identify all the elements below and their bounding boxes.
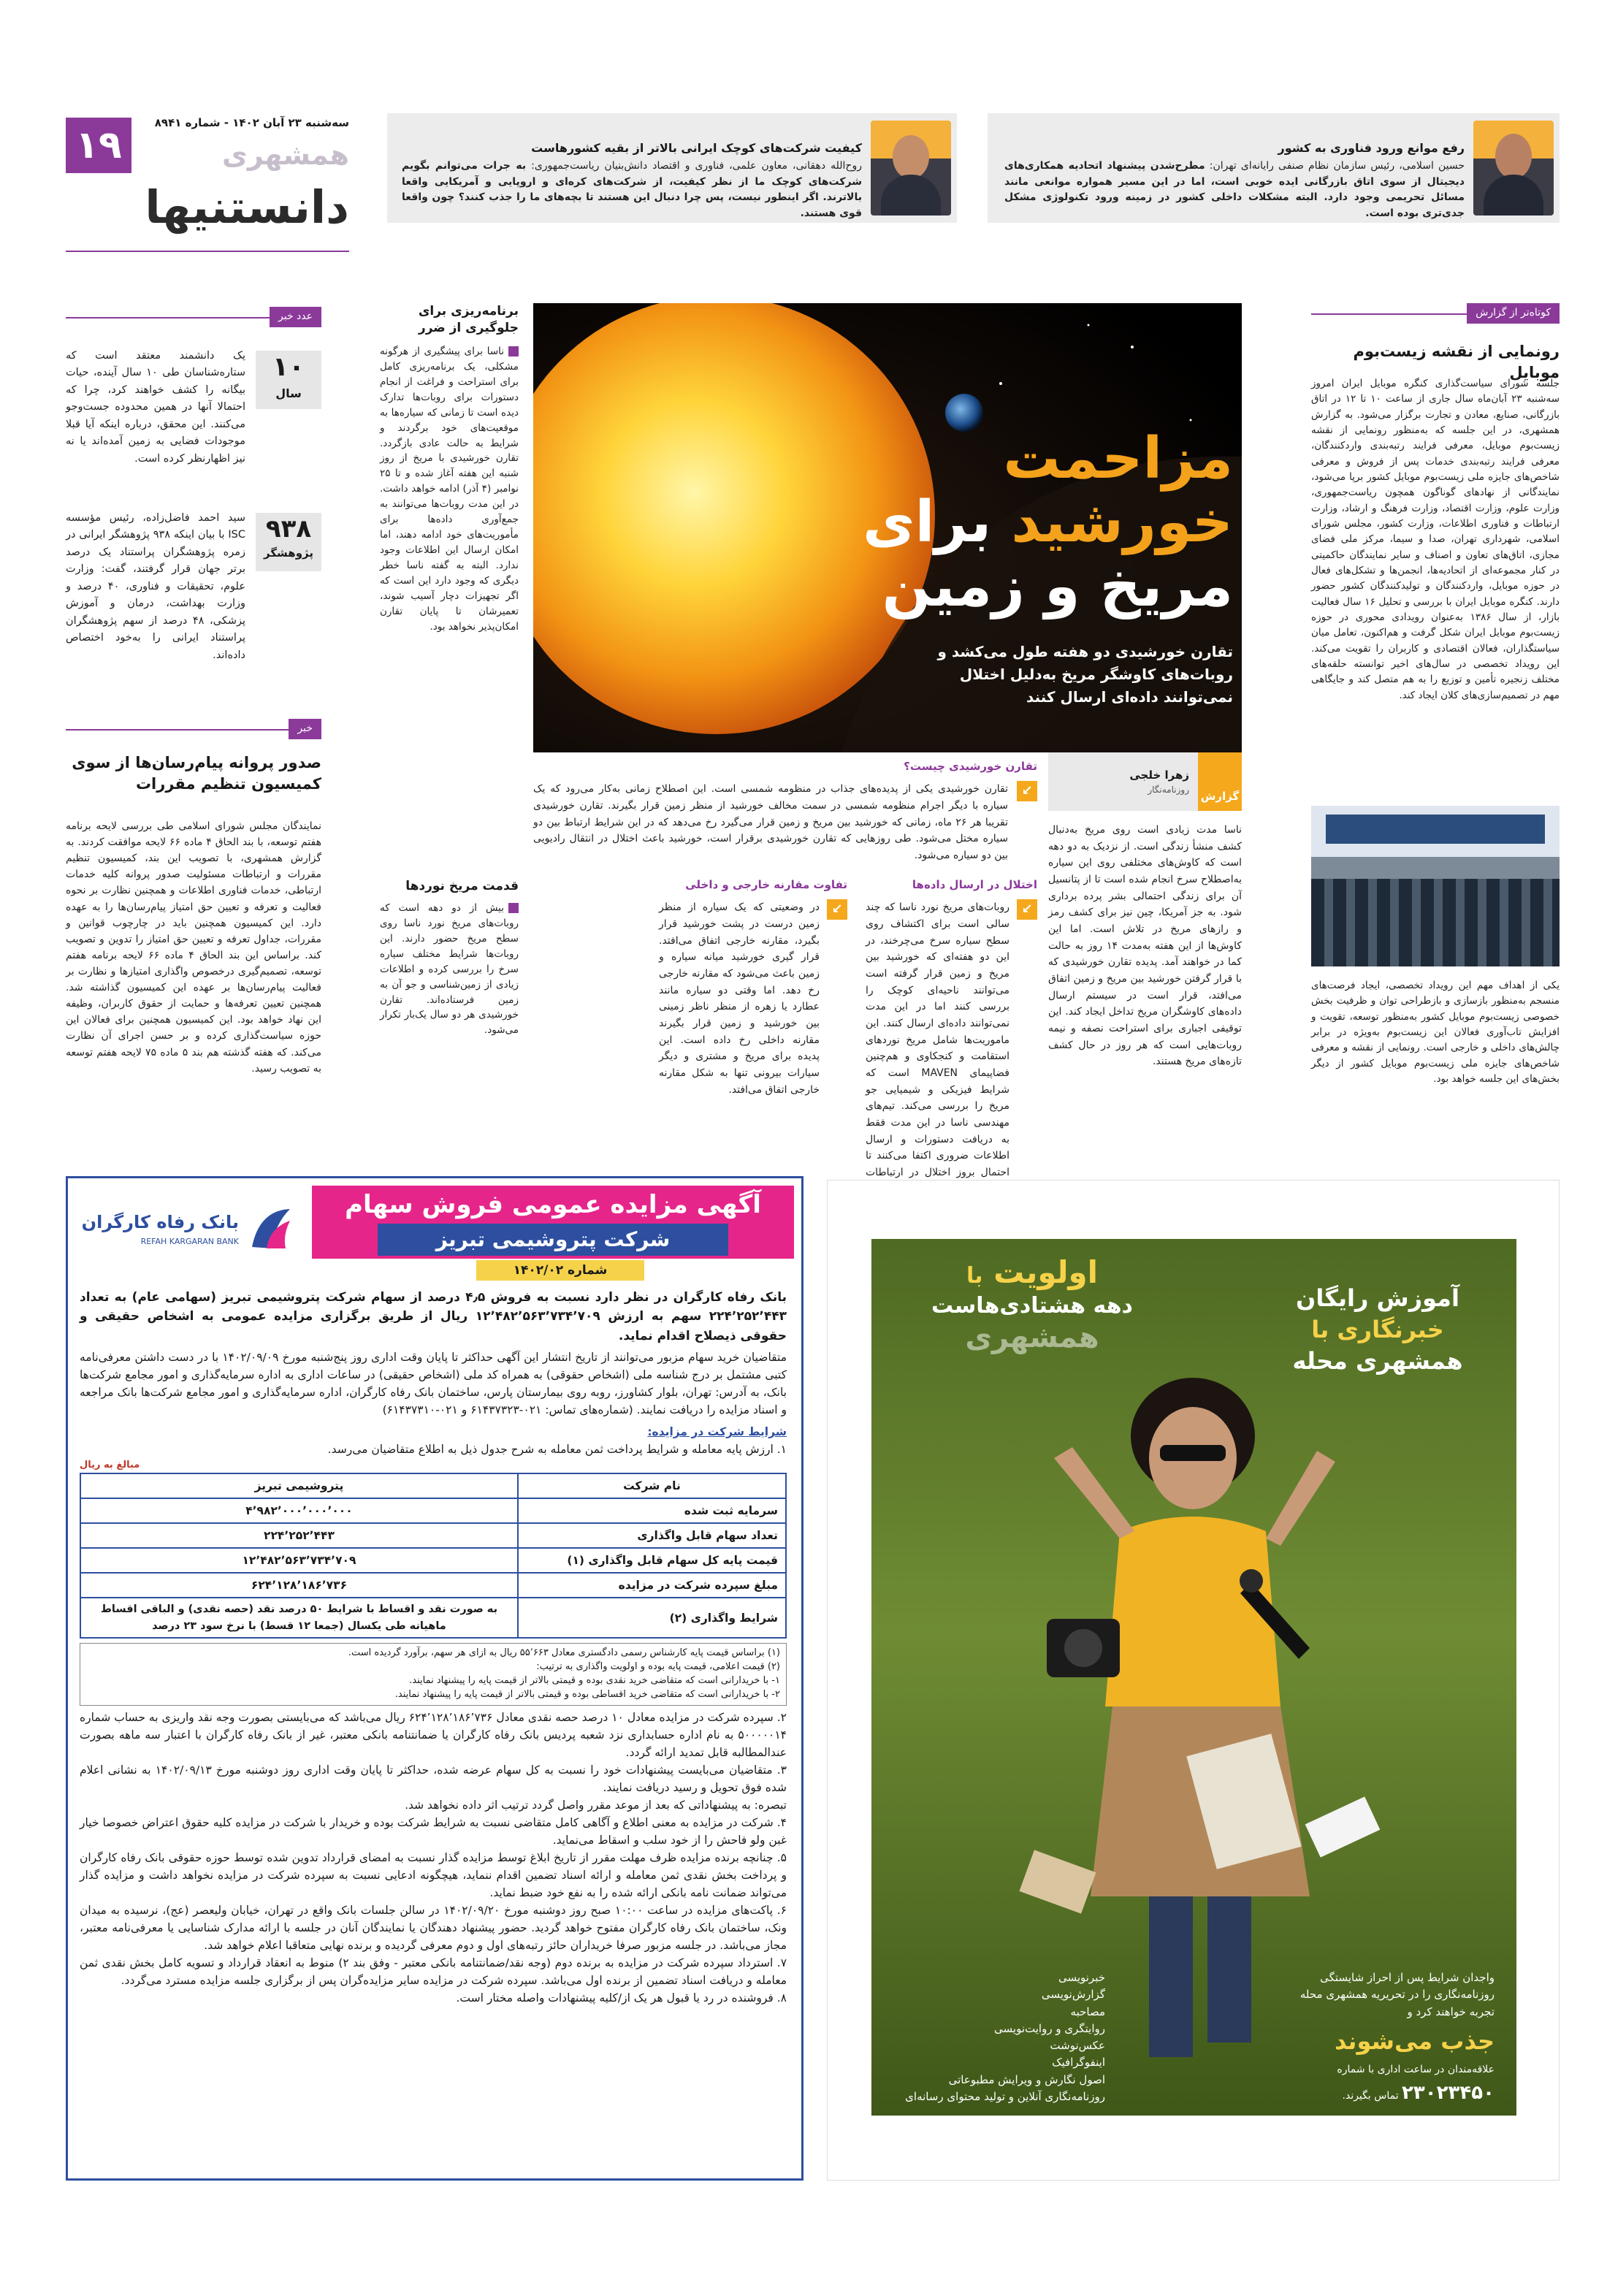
table-row: تعداد سهام قابل واگذاری ۲۲۴٬۲۵۲٬۴۴۳ xyxy=(80,1523,786,1548)
story-intro: ناسا مدت زیادی است روی مریخ به‌دنبال کشف منشأ زندگی است. از نزدیک به دو دهه است که کاوش‌های مختلفی روی این سیاره به‌اصطلاح سرخ انجام شده است تا از پتانسیل آن برای زندگی احتمالی بشر پرده برداری شود. به جز آمریکا، چین نیز برای کشف رمز و رازهای مریخ در تلاش است. اما این کاوش‌ها از این هفته به‌مدت ۱۴ روز به حالت کما در خواهند آمد. پدیده تقارن خورشیدی که با قرار گرفتن خورشید بین مریخ و زمین اتفاق می‌افتد، قرار است در سیستم ارسال داده‌های کاوشگران مریخ تداخل ایجاد کند. این توقیفی اجباری برای استراحت نصفه و نیمه روبات‌هایی است که هر روز در حال کشف تازه‌های مریخ هستند. xyxy=(1048,824,1242,1068)
table-header-col1: نام شرکت xyxy=(518,1473,786,1498)
sidebar-news-text: نمایندگان مجلس شورای اسلامی طی بررسی لایحه برنامه هفتم توسعه، با بند الحاق ۴ ماده ۶۶ لایحه موافقت کردند. به گزارش همشهری، با تصویب این بند، کمیسیون تنظیم مقررات و ارتباطات مسئولیت صدور پروانه کلیه خدمات ارتباطی، خدمات فناوری اطلاعات و همچنین نظارت بر نحوه فعالیت و تعرفه و تعیین حق امتیاز پیام‌رسان‌ها را به عهده دارد. این کمیسیون همچنین باید در چارچوب قوانین و مقررات، جداول تعرفه و تعیین حق امتیاز را تدوین و تصویب کند. براساس این بند الحاق ۴ ماده ۶۶ لایحه برنامه هفتم توسعه، تصمیم‌گیری درخصوص واگذاری امتیازها و نظارت بر فعالیت پیام‌رسان‌ها بر عهده این کمیسیون گذاشته شد. همچنین تعیین تعرفه‌ها و حمایت از حقوق کاربران، وظیفه این نهاد خواهد بود. این کمیسیون همچنین برای فعالان این حوزه سیاست‌گذاری کرده و بر حسن اجرای آن نظارت می‌کند. که هفته گذشته هم بند ۵ ماده ۷۵ لایحه هفتم توسعه به تصویب رسید. xyxy=(66,820,322,1075)
news-tag: خبر xyxy=(289,719,321,739)
ad-headline-3: همشهری محله xyxy=(1292,1347,1463,1376)
quote-body-2: به جرات می‌توانم بگویم شرکت‌های کوچک ما از نظر کیفیت، از شرکت‌های کره‌ای و اروپایی و آمریکایی واقعا بالاترند. اگر اینطور نیست، پس چرا دنبال این هستند تا بچه‌های ما را جذب کنند؟ چون واقعا قوی هستند. xyxy=(402,160,862,220)
side-column xyxy=(380,303,519,1136)
ad-top-text xyxy=(901,1254,1164,1356)
quote-title-1: رفع موانع ورود فناوری به کشور xyxy=(1278,141,1465,155)
table-header-col2: پتروشیمی تبریز xyxy=(80,1473,518,1498)
q3-section xyxy=(533,877,847,1098)
skill-item: اصول نگارش و ویرایش مطبوعاتی xyxy=(948,2072,1105,2086)
skill-item: اینفوگرافیک xyxy=(1052,2056,1105,2070)
masthead-rule xyxy=(66,251,349,252)
fact1-unit: سال xyxy=(275,386,302,400)
quote-lead-1: حسین اسلامی، رئیس سازمان نظام صنفی رایانه‌ای تهران: xyxy=(1209,160,1465,172)
arrow-icon: ↙ xyxy=(827,899,847,920)
note-1: (۱) براساس قیمت پایه کارشناس رسمی دادگستری معادل ۵۵٬۶۶۳ ریال به ازای هر سهم، برآورد گردیده است. xyxy=(348,1647,780,1659)
auction-company: شرکت پتروشیمی تبریز xyxy=(378,1224,728,1256)
bank-name-fa: بانک رفاه کارگران xyxy=(81,1212,239,1232)
table-row: شرایط واگذاری (۲) به صورت نقد و اقساط با شرایط ۵۰ درصد نقد (حصه نقدی) و الباقی اقساط ماهیانه طی یکسال (جمعا ۱۲ قسط) با نرخ سود ۲۳ درصد xyxy=(80,1598,786,1638)
ad-desc-block xyxy=(1275,1969,1495,2108)
ad-desc: واجدان شرایط پس از احراز شایستگی روزنامه‌نگاری را در تحریریه همشهری محله تجربه خواهند کرد و xyxy=(1299,1971,1495,2018)
headline-line3: مریخ و زمین xyxy=(882,553,1233,619)
quote-text-2 xyxy=(402,159,862,222)
quote-photo-2 xyxy=(871,121,951,216)
auction-ad xyxy=(66,1176,804,2181)
sidebar-news-title: صدور پروانه پیام‌رسان‌ها از سوی کمیسیون تنظیم مقررات xyxy=(72,754,321,793)
ad-headline xyxy=(1261,1283,1495,1378)
q1-section xyxy=(533,752,1037,864)
bullet-square-icon xyxy=(508,346,519,356)
date-line: سه‌شنبه ۲۳ آبان ۱۴۰۲ - شماره ۸۹۴۱ xyxy=(154,116,349,129)
right-title: رونمایی از نقشه زیست‌بوم موبایل xyxy=(1353,343,1560,382)
ad-generation: دهه هشتادی‌هاست xyxy=(931,1292,1133,1319)
journalism-ad-panel xyxy=(871,1239,1516,2116)
q2-section xyxy=(866,877,1037,1197)
author-role: روزنامه‌نگار xyxy=(1148,785,1189,795)
fact1-number: ۱۰ xyxy=(272,352,305,382)
fact1-box xyxy=(256,351,321,409)
paper-logo: همشهری xyxy=(221,139,349,171)
quote-box-2 xyxy=(387,113,957,223)
skill-item: روایتگری و روایت‌نویسی xyxy=(994,2021,1105,2035)
quote-text-1 xyxy=(1004,159,1465,222)
auction-intro: بانک رفاه کارگران در نظر دارد نسبت به فروش ۴٫۵ درصد از سهام شرکت پتروشیمی تبریز (سهامی عام) به تعداد ۲۲۴٬۲۵۲٬۴۴۳ سهم به ارزش ۱۲٬۴۸۲٬۵۶۳٬۷۳۴٬۷۰۹ ریال از طریق برگزاری مزایده عمومی به اشخاص حقیقی و حقوقی ذیصلاح اقدام نماید. xyxy=(80,1290,787,1343)
auction-title: آگهی مزایده عمومی فروش سهام xyxy=(345,1190,761,1219)
table-row: سرمایه ثبت شده ۴٬۹۸۲٬۰۰۰٬۰۰۰٬۰۰۰ xyxy=(80,1498,786,1523)
side-text: ناسا برای پیشگیری از هرگونه مشکلی، یک برنامه‌ریزی کامل برای استراحت و فراغت از انجام دستورات برای روبات‌ها تدارک دیده است تا زمانی که سیاره‌ها به موقعیت‌های خود برگردند و شرایط به حالت عادی بازگردد. تقارن خورشیدی با مریخ از روز شنبه این هفته آغاز شده و تا ۲۵ نوامبر (۴ آذر) ادامه خواهد داشت. در این مدت روبات‌ها می‌توانند به جمع‌آوری داده‌ها برای مأموریت‌های خود ادامه دهند، اما امکان ارسال این اطلاعات وجود ندارد. البته به گفته ناسا خطر دیگری که وجود دارد این است که اگر تجهیزات دچار آسیب شوند، تعمیرشان تا پایان تقارن امکان‌پذیر نخواهد بود. xyxy=(380,346,519,633)
condition-7: ۷. استرداد سپرده شرکت در مزایده به برنده دوم (وجه نقد/ضمانتنامه بانکی معتبر - وفق بند ۲) منوط به انعقاد قرارداد و تسویه کامل بخش نقدی ثمن معامله و دریافت اسناد تضمین از برنده اول می‌باشد. سپرده شرکت در مزایده سایر مزایده‌گران پس از برگزاری جلسه مزایده مسترد می‌گردد. xyxy=(80,1956,787,1987)
skills-list xyxy=(886,1969,1105,2105)
arrow-icon: ↙ xyxy=(1017,781,1037,801)
section-title: دانستنیها xyxy=(145,180,349,234)
journalism-ad xyxy=(827,1180,1560,2181)
fact2-number: ۹۳۸ xyxy=(265,514,312,544)
bank-logo xyxy=(78,1200,297,1266)
q1-title: تقارن خورشیدی چیست؟ xyxy=(904,760,1037,773)
conference-photo xyxy=(1311,806,1560,966)
fact2-unit: پژوهشگر xyxy=(263,546,313,560)
ad-brand: همشهری xyxy=(965,1321,1099,1354)
condition-3: ۳. متقاضیان می‌بایست پیشنهادات خود را نسبت به کل سهام عرضه شده، حداکثر تا پایان وقت اداری روز دوشنبه مورخ ۱۴۰۲/۰۹/۱۳ به نشانی اعلام شده فوق تحویل و رسید دریافت نمایند. xyxy=(80,1763,787,1794)
side2-text: بیش از دو دهه است که روبات‌های مریخ نورد ناسا روی سطح مریخ حضور دارند. این روبات‌ها شرایط مختلف سیاره سرخ را بررسی کرده و اطلاعات زیادی از زمین‌شناسی و جو آن به زمین فرستاده‌اند. تقارن خورشیدی هر دو سال یک‌بار تکرار می‌شود. xyxy=(380,902,519,1037)
right-body-2: یکی از اهداف مهم این رویداد تخصصی، ایجاد فرصت‌های منسجم به‌منظور بازسازی و بازطراحی توان و ظرفیت بخش خصوصی زیست‌بوم موبایل کشور به‌منظور توسعه، تقویت و افزایش تاب‌آوری فعالان این زیست‌بوم به‌ویژه در برابر چالش‌های داخلی و خارجی است. رونمایی از نقشه و معرفی شاخص‌های جایزه ملی زیست‌بوم موبایل کشور از دیگر بخش‌های این جلسه خواهد بود. xyxy=(1311,980,1560,1085)
side-title: برنامه‌ریزی برای جلوگیری از ضرر xyxy=(418,304,519,335)
subheadline: تقارن خورشیدی دو هفته طول می‌کشد و روبات‌های کاوشگر مریخ به‌دلیل اختلال نمی‌توانند داده‌ای ارسال کنند xyxy=(937,643,1233,706)
page-header xyxy=(66,113,1560,252)
quote-photo-1 xyxy=(1473,121,1554,216)
condition-2: ۲. سپرده شرکت در مزایده معادل ۱۰ درصد حصه نقدی معادل ۶۲۴٬۱۲۸٬۱۸۶٬۷۳۶ ریال می‌باشد که می‌بایستی بصورت وجه نقد واریزی به حساب شماره ۵۰۰۰۰۰۱۴ به نام اداره حسابداری نزد شعبه پردیس بانک رفاه کارگران یا ضمانتنامه بانکی معتبر، غیر از بانک رفاه کارگران با اعتبار سه ماهه بصورت عندالمطالبه قابل تمدید ارائه گردد. xyxy=(80,1710,787,1759)
fact2-text: سید احمد فاضل‌زاده، رئیس مؤسسه ISC با بیان اینکه ۹۳۸ پژوهشگر ایرانی در زمره پژوهشگران پراستناد یک درصد برتر جهان قرار گرفتند، گفت: وزارت علوم، تحقیقات و فناوری، ۴۰ درصد و وزارت بهداشت، درمان و آموزش پزشکی، ۴۸ درصد از سهم پژوهشگران پراستناد ایرانی را به‌خود اختصاص داده‌اند. xyxy=(66,512,245,661)
headline xyxy=(853,427,1233,619)
fact2-box xyxy=(256,513,321,571)
issue-number: شماره ۱۴۰۲/۰۲ xyxy=(476,1260,644,1281)
hero-image xyxy=(533,303,1242,752)
q3-title: تفاوت مقارنه خارجی و داخلی xyxy=(685,878,847,891)
ad-contact: علاقه‌مندان در ساعت اداری با شماره ۲۳۰۲۳۴۵۰ تماس بگیرند. xyxy=(1337,2064,1495,2105)
table-row: مبلغ سپرده شرکت در مزایده ۶۲۴٬۱۲۸٬۱۸۶٬۷۳۶ xyxy=(80,1573,786,1598)
amount-unit: مبالغ به ریال xyxy=(80,1460,140,1471)
auction-intro-2: متقاضیان خرید سهام مزبور می‌توانند از تاریخ انتشار این آگهی حداکثر تا پایان وقت اداری روز پنج‌شنبه مورخ ۱۴۰۲/۰۹/۰۹ با در دست داشتن معرفی‌نامه کتبی مشتمل بر درج شناسه ملی (اشخاص حقوقی) به همراه کد ملی (اشخاص حقیقی) در ساعات اداری به اداره سرمایه‌گذاری و امور مجامع شرکت‌ها بانک، به آدرس: تهران، بلوار کشاورز، روبه روی بیمارستان پارس، ساختمان بانک رفاه کارگران، اداره سرمایه‌گذاری و امور مجامع شرکت‌ها بانک مراجعه و اسناد مزایده را دریافت نمایند. (شماره‌های تماس: ۰۲۱-۶۱۴۳۷۳۲۳ و ۰۲۱-۶۱۴۳۷۳۱۰) xyxy=(80,1351,787,1417)
report-tag: گزارش xyxy=(1198,752,1242,811)
skill-item: مصاحبه xyxy=(1070,2005,1105,2018)
quote-box-1 xyxy=(988,113,1560,223)
skill-item: گزارش‌نویسی xyxy=(1041,1988,1105,2002)
author-name: زهرا خلجی xyxy=(1129,768,1189,782)
condition-4: ۴. شرکت در مزایده به معنی اطلاع و آگاهی کامل متقاضی نسبت به شرایط شرکت بوده و خریدار با شرکت در مزایده کلیه حقوق اعتراض خصوصا خیار غبن ولو فاحش را از خود سلب و اسقاط می‌نماید. xyxy=(80,1815,787,1847)
bullet-square-icon xyxy=(508,903,519,913)
arrow-icon: ↙ xyxy=(1017,899,1037,920)
left-sidebar xyxy=(66,307,321,1136)
q3-text: در وضعیتی که یک سیاره از منظر زمین درست در پشت خورشید قرار بگیرد، مقارنه خارجی اتفاق می‌افتد. قرار گیری خورشید میانه سیاره و زمین باعث می‌شود که مقارنه خارجی رخ دهد. اما وقتی دو سیاره مانند عطارد یا زهره از منظر ناظر زمینی بین خورشید و زمین قرار بگیرند مقارنه داخلی رخ داده است. این پدیده برای مریخ و مشتری و دیگر سیارات بیرونی تنها به شکل مقارنه خارجی اتفاق می‌افتد. xyxy=(659,901,820,1096)
bank-logo-icon xyxy=(245,1203,297,1256)
auction-banner xyxy=(312,1186,794,1259)
right-tag: کوتاه‌تر از گزارش xyxy=(1467,303,1560,324)
shares-table xyxy=(80,1473,787,1639)
author-block xyxy=(1048,752,1242,811)
quote-lead-2: روح‌الله دهقانی، معاون علمی، فناوری و اقتصاد دانش‌بنیان ریاست‌جمهوری: xyxy=(531,160,862,172)
ad-headline-1: آموزش رایگان xyxy=(1296,1284,1459,1312)
right-body: جلسه شورای سیاست‌گذاری کنگره موبایل ایران امروز سه‌شنبه ۲۳ آبان‌ماه سال جاری از ساعت ۱۰ تا ۱۲ در اتاق بازرگانی، صنایع، معادن و تجارت برگزار می‌شود. به گزارش همشهری، در این جلسه که به‌منظور رونمایی از نقشه زیست‌بوم موبایل، معرفی فرایند رتبه‌بندی واردکنندگان، معرفی فرایند رتبه‌بندی خدمات پس از فروش و معرفی شاخص‌های جایزه ملی زیست‌بوم موبایل کشور برپا می‌شود، نمایندگانی از نهادهای گوناگون همچون ریاست‌جمهوری، وزارت علوم، وزارت اقتصاد، وزارت فرهنگ و ارشاد، وزارت ارتباطات و فناوری اطلاعات، وزارت کشور، مجلس شورای اسلامی، شهرداری تهران، صدا و سیما، مرکز ملی فضای مجازی، اتاق‌های تعاون و اصناف و سایر نمایندگان حاکمیتی در کنار مجموعه‌ای از اتحادیه‌ها، انجمن‌ها و تشکل‌های فعال در حوزه موبایل، واردکنندگان و تولیدکنندگان کشور حضور دارند. کنگره موبایل ایران با بررسی و تحلیل ۱۶ سال فعالیت بازار، از سال ۱۳۸۶ به‌عنوان رویدادی محوری در حوزه زیست‌بوم موبایل ایران شکل گرفت و هم‌اکنون، تعامل میان سیاستگذاران، فعالان اقتصادی و کاربران را تقویت می‌کند. این رویداد تخصصی در سال‌های اخیر توانسته حلقه‌های مختلف زنجیره تأمین و توزیع را به هم متصل کند و جایگاهی مهم در تصمیم‌سازی‌های کلان ایجاد کند. xyxy=(1311,378,1560,701)
ad-priority: اولویت با xyxy=(966,1254,1098,1290)
note-2: (۲) قیمت اعلامی، قیمت پایه بوده و اولویت واگذاری به ترتیب: xyxy=(536,1661,780,1673)
headline-line1: مزاحمت xyxy=(1003,426,1233,492)
q2-title: اختلال در ارسال داده‌ها xyxy=(912,878,1037,891)
fact1-text: یک دانشمند معتقد است که ستاره‌شناسان طی ۱۰ سال آینده، حیات بیگانه را کشف خواهند کرد، چرا که احتمالا آنها در همین محدوده جست‌وجو می‌کنند. این محقق، درباره اینکه آیا قبلا موجودات فضایی به زمین آمده‌اند یا نه نیز اظهارنظر کرده است. xyxy=(66,350,245,465)
condition-3b: تبصره: به پیشنهاداتی که بعد از موعد مقرر واصل گردد ترتیب اثر داده نخواهد شد. xyxy=(405,1798,787,1812)
quote-title-2: کیفیت شرکت‌های کوچک ایرانی بالاتر از بقیه کشورهاست xyxy=(531,141,862,155)
skill-item: عکس‌نوشت xyxy=(1050,2039,1105,2052)
condition-8: ۸. فروشنده در رد یا قبول هر یک از/کلیه پیشنهادات واصله مختار است. xyxy=(456,1991,787,2005)
table-header-row xyxy=(80,1473,786,1498)
number-tag: عدد خبر xyxy=(270,307,321,327)
page-number: ۱۹ xyxy=(66,118,131,173)
main-story xyxy=(380,303,1242,1178)
condition-6: ۶. پاکت‌های مزایده در ساعت ۱۰:۰۰ صبح روز دوشنبه مورخ ۱۴۰۲/۰۹/۲۰ در سالن جلسات بانک واقع در تهران، خیابان ولیعصر (عج)، نرسیده به میدان ونک، ساختمان بانک رفاه کارگران مفتوح خواهد گردید. حضور پیشنهاد دهندگان یا نمایندگان آنان در جلسه با ارائه مدارک شناسایی یا معرفی‌نامه معتبر، مجاز می‌باشد. در جلسه مزبور صرفا خریداران حائز رتبه‌های اول و دوم معرفی گردیده و برنده نهایی متعاقبا اعلام خواهد شد. xyxy=(80,1903,787,1952)
ad-headline-2: خبرنگاری با xyxy=(1311,1316,1444,1344)
quote-body-1: مطرح‌شدن پیشنهاد اتحادیه همکاری‌های دیجیتال از سوی اتاق بازرگانی ایده خوبی است، اما در این مسیر همواره موانعی مانند مسائل تحریمی وجود دارد. البته مشکلات داخلی کشور در زمینه ورود تکنولوژی مشکل جدی‌تری بوده است. xyxy=(1004,160,1465,220)
ad-join: جذب می‌شوند xyxy=(1334,2026,1495,2055)
q1-text: تقارن خورشیدی یکی از پدیده‌های جذاب در منظومه شمسی است. این اصطلاح زمانی به‌کار می‌رود که یک سیاره با دیگر اجرام منظومه شمسی در سمت مخالف خورشید از منظر زمین قرار بگیرند. تقارن خورشیدی تقریبا هر ۲۶ ماه، زمانی که خورشید بین مریخ و زمین قرار می‌گیرد رخ می‌دهد که در این شرایط ارتباط بین دو سیاره مختل می‌شود. طی روزهایی که تقارن خورشیدی برقرار است، خورشید باعث اختلال در انتقال رادیویی بین دو سیاره می‌شود. xyxy=(533,783,1008,861)
auction-body xyxy=(80,1288,787,2007)
bank-name-en: REFAH KARGARAN BANK xyxy=(140,1237,239,1246)
note-4: ۲- با خریدارانی است که متقاضی خرید اقساطی بوده و قیمتی بالاتر از قیمت پایه را پیشنهاد نمایند. xyxy=(394,1688,780,1700)
right-column xyxy=(1311,303,1560,1143)
notes-box xyxy=(80,1643,787,1705)
condition-1: ۱. ارزش پایه معامله و شرایط پرداخت ثمن معامله به شرح جدول ذیل به اطلاع متقاضیان می‌رسد. xyxy=(327,1443,787,1457)
skill-item: روزنامه‌نگاری آنلاین و تولید محتوای رسانه‌ای xyxy=(905,2089,1105,2103)
skill-item: خبرنویسی xyxy=(1058,1971,1105,1984)
table-row: قیمت پایه کل سهام قابل واگذاری (۱) ۱۲٬۴۸۲٬۵۶۳٬۷۳۴٬۷۰۹ xyxy=(80,1548,786,1573)
masthead xyxy=(66,113,351,252)
conditions-title: شرایط شرکت در مزایده: xyxy=(647,1425,787,1439)
side2-title: قدمت مریخ نوردها xyxy=(405,879,519,893)
q2-text: روبات‌های مریخ نورد ناسا که چند سالی است برای اکتشاف روی سطح سیاره سرخ می‌چرخند، در این دو هفته‌ای که خورشید بین مریخ و زمین قرار گرفته است می‌توانند ناحیه‌ای کوچک را بررسی کنند اما در این مدت نمی‌توانند داده‌ای ارسال کنند. این ماموریت‌ها شامل مریخ نورد‌های استقامت و کنجکاوی و هم‌چنین فضاپیمای MAVEN است که شرایط فیزیکی و شیمیایی جو مریخ را بررسی می‌کند. تیم‌های مهندسی ناسا در این مدت فقط به دریافت دستورات و ارسال اطلاعات ضروری اکتفا می‌کنند تا احتمال بروز اختلال در ارتباطات xyxy=(866,901,1009,1178)
note-3: ۱- با خریدارانی است که متقاضی خرید نقدی بوده و قیمتی بالاتر از قیمت پایه را پیشنهاد نمایند. xyxy=(409,1674,780,1686)
condition-5: ۵. چنانچه برنده مزایده ظرف مهلت مقرر از تاریخ ابلاغ توسط مزایده گذار نسبت به امضای قرارداد تدوین شده توسط حوزه حقوقی بانک رفاه کارگران و پرداخت بخش نقدی ثمن معامله و ارائه اسناد تضمین اقدام ننماید، هیچگونه ادعایی نسبت به سپرده شرکت در مزایده نخواهد داشت و مزایده گذار می‌تواند ضمانت نامه بانکی ارائه شده را به نفع خود ضبط نماید. xyxy=(80,1850,787,1899)
headline-line2: خورشید برای xyxy=(863,489,1233,556)
